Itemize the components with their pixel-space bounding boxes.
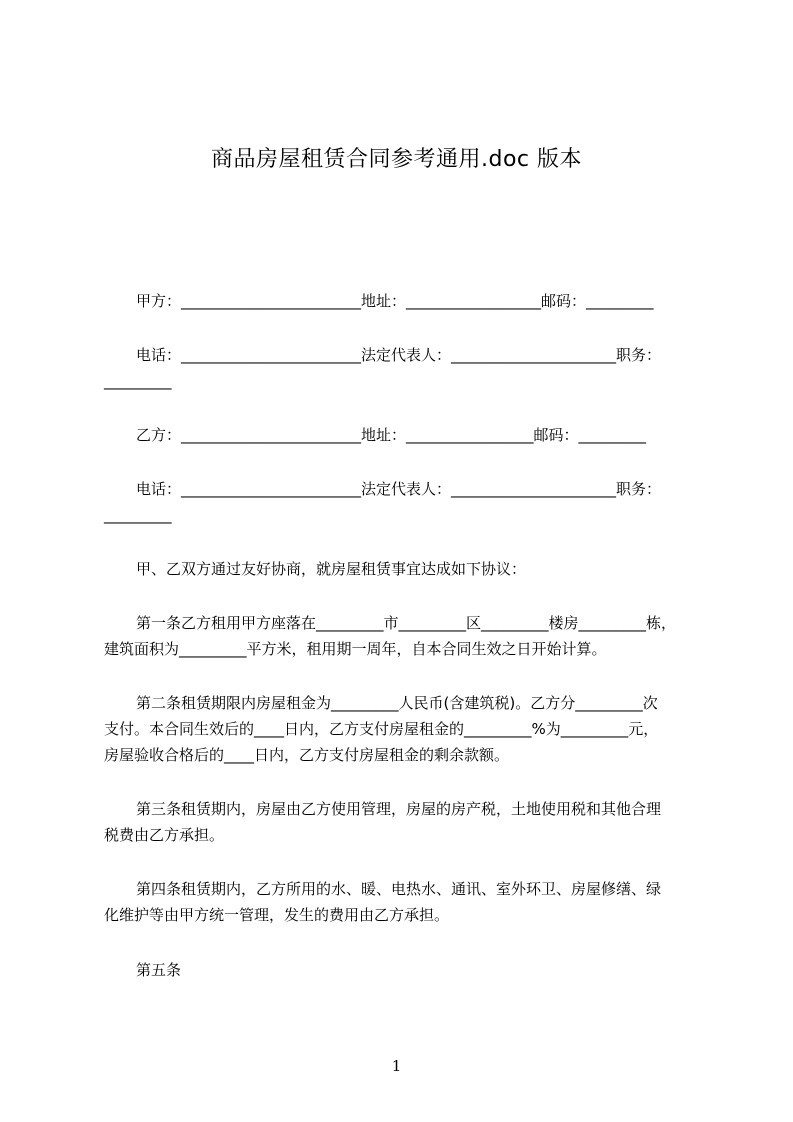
article-4-line-2: 化维护等由甲方统一管理，发生的费用由乙方承担。 [104,906,450,924]
article-4-line-1: 第四条租赁期内，乙方所用的水、暖、电热水、通讯、室外环卫、房屋修缮、绿 [136,880,662,898]
party-b-line-1: 乙方：________________________地址：_________________邮码：_________ [136,426,647,444]
article-3-line-2: 税费由乙方承担。 [104,826,225,844]
article-5-line-1: 第五条 [136,961,182,979]
article-1-line-1: 第一条乙方租用甲方座落在_________市_________区_________楼房_________栋， [136,614,677,632]
party-a-line-1: 甲方：________________________地址：__________________邮码：_________ [136,292,654,310]
document-title: 商品房屋租赁合同参考通用.doc 版本 [210,147,582,172]
article-2-line-2: 支付。本合同生效后的____日内，乙方支付房屋租金的_________%为_________元， [104,720,659,738]
party-b-line-3: _________ [104,506,172,524]
intro-paragraph: 甲、乙双方通过友好协商，就房屋租赁事宜达成如下协议： [136,560,527,578]
party-a-line-3: _________ [104,372,172,390]
article-2-line-3: 房屋验收合格后的____日内，乙方支付房屋租金的剩余款额。 [104,746,510,764]
article-1-line-2: 建筑面积为_________平方米，租用期一周年，自本合同生效之日开始计算。 [104,640,607,658]
party-a-line-2: 电话：________________________法定代表人：______________________职务： [136,346,662,364]
article-3-line-1: 第三条租赁期内，房屋由乙方使用管理，房屋的房产税，土地使用税和其他合理 [136,800,662,818]
party-b-line-2: 电话：________________________法定代表人：______________________职务： [136,480,662,498]
page-number: 1 [391,1057,402,1075]
article-2-line-1: 第二条租赁期限内房屋租金为_________人民币(含建筑税)。乙方分_________次 [136,694,658,712]
